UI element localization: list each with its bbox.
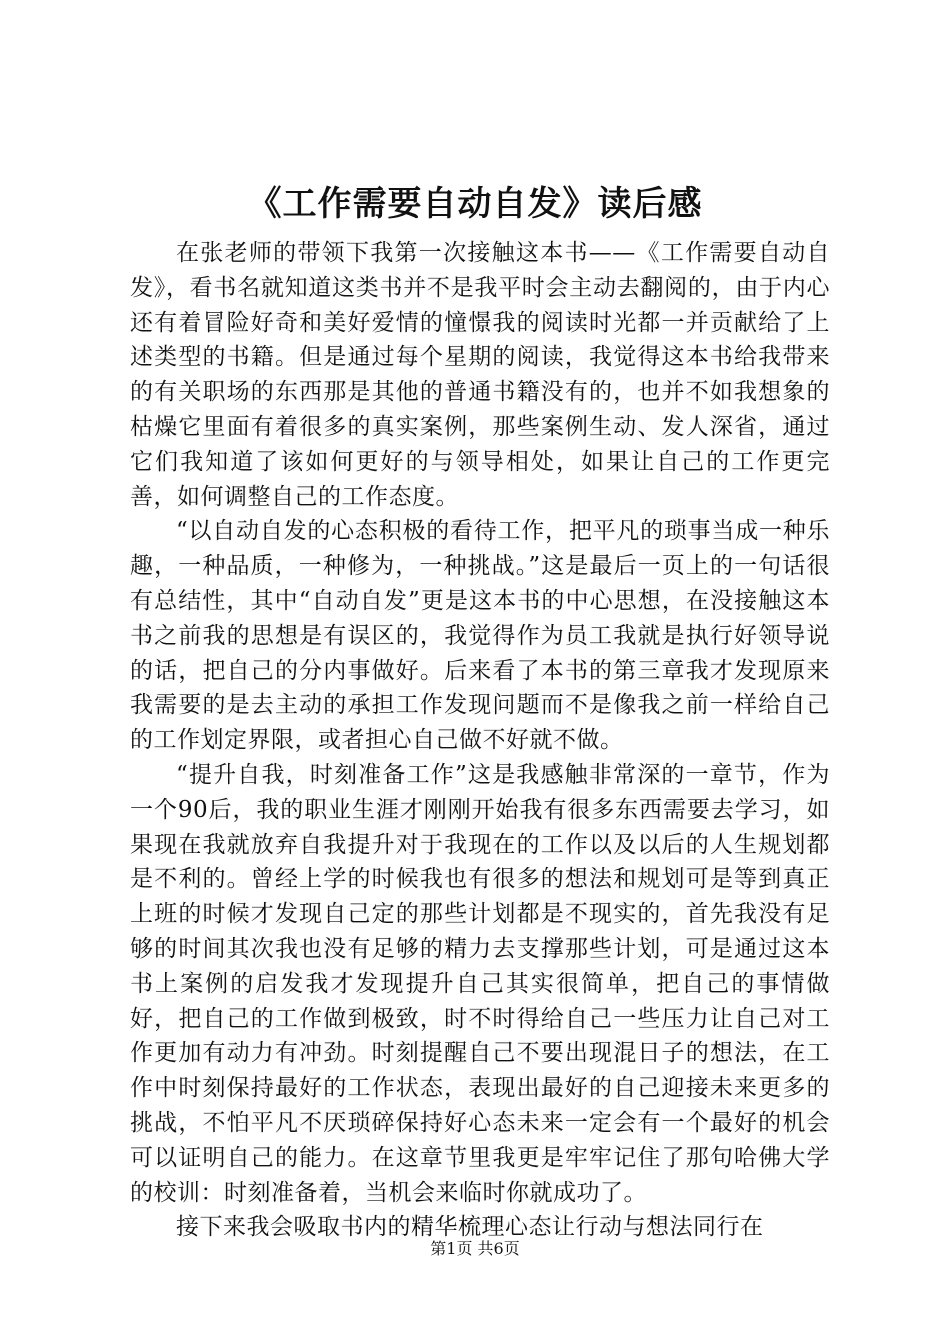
page-footer: 第1页 共6页 (430, 1239, 520, 1258)
paragraph-4: 接下来我会吸取书内的精华梳理心态让行动与想法同行在 (176, 1214, 764, 1241)
document-title: 《工作需要自动自发》读后感 (247, 184, 703, 224)
paragraph-3: “提升自我，时刻准备工作”这是我感触非常深的一章节，作为一个90后，我的职业生涯才刚刚开始我有很多东西需要去学习，如果现在我就放弃自我提升对于我现在的工作以及以后的人生规划都是不利的。曾经上学的时候我也有很多的想法和规划可是等到真正上班的时候才发现自己定的那些计划都是不现实的，首先我没有足够的时间其次我也没有足够的精力去支撑那些计划，可是通过这本书上案例的启发我才发现提升自己其实很简单，把自己的事情做好，把自己的工作做到极致，时不时得给自己一些压力让自己对工作更加有动力有冲劲。时刻提醒自己不要出现混日子的想法，在工作中时刻保持最好的工作状态，表现出最好的自己迎接未来更多的挑战，不怕平凡不厌琐碎保持好心态未来一定会有一个最好的机会可以证明自己的能力。在这章节里我更是牢牢记住了那句哈佛大学的校训：时刻准备着，当机会来临时你就成功了。 (130, 761, 830, 1206)
paragraph-2: “以自动自发的心态积极的看待工作，把平凡的琐事当成一种乐趣，一种品质，一种修为，一种挑战。”这是最后一页上的一句话很有总结性，其中“自动自发”更是这本书的中心思想，在没接触这本书之前我的思想是有误区的，我觉得作为员工我就是执行好领导说的话，把自己的分内事做好。后来看了本书的第三章我才发现原来我需要的是去主动的承担工作发现问题而不是像我之前一样给自己的工作划定界限，或者担心自己做不好就不做。 (130, 518, 830, 754)
paragraph-1: 在张老师的带领下我第一次接触这本书——《工作需要自动自发》，看书名就知道这类书并不是我平时会主动去翻阅的，由于内心还有着冒险好奇和美好爱情的憧憬我的阅读时光都一并贡献给了上述类型的书籍。但是通过每个星期的阅读，我觉得这本书给我带来的有关职场的东西那是其他的普通书籍没有的，也并不如我想象的枯燥它里面有着很多的真实案例，那些案例生动、发人深省，通过它们我知道了该如何更好的与领导相处，如果让自己的工作更完善，如何调整自己的工作态度。 (130, 240, 830, 510)
document-body (130, 236, 830, 1245)
